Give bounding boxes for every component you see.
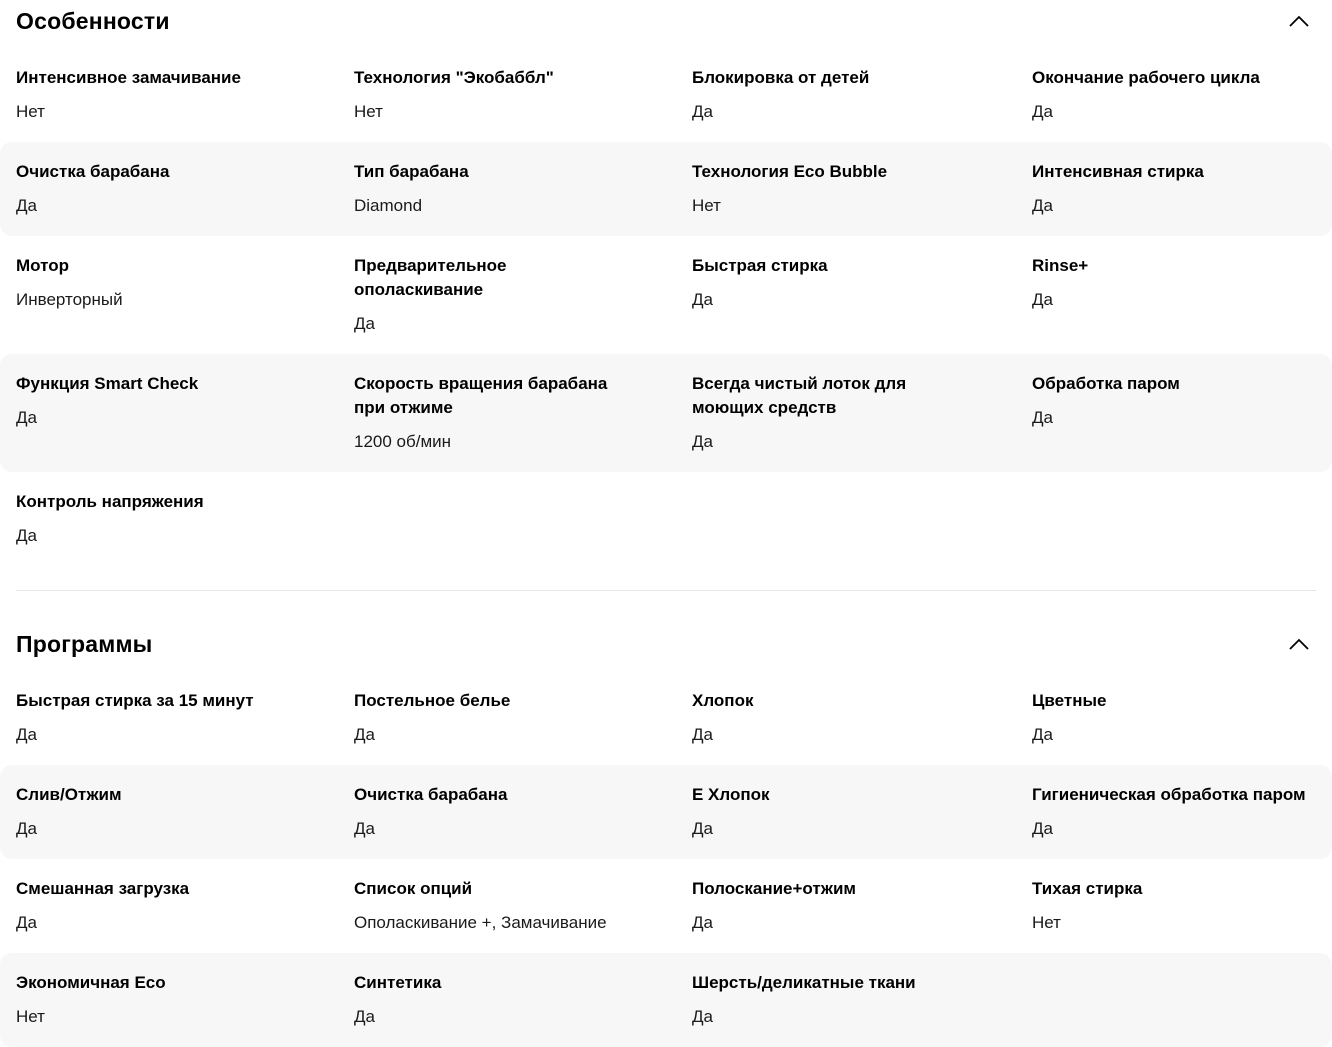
collapse-section-button[interactable] [1286, 13, 1312, 30]
spec-value: Да [692, 1007, 713, 1026]
spec-value: 1200 об/мин [354, 432, 452, 451]
spec-label: Смешанная загрузка [16, 879, 190, 898]
spec-value: Да [354, 725, 375, 744]
spec-label: Технология "Экобаббл" [354, 68, 554, 87]
spec-value: Да [692, 102, 713, 121]
section-features-header [0, 0, 1332, 36]
spec-cell [16, 689, 354, 747]
collapse-section-button[interactable] [1286, 636, 1312, 653]
spec-row [0, 953, 1332, 1047]
spec-value: Нет [1032, 913, 1061, 932]
spec-label: Цветные [1032, 691, 1107, 710]
spec-row [0, 354, 1332, 472]
spec-label: Блокировка от детей [692, 68, 870, 87]
spec-value: Нет [692, 196, 721, 215]
spec-cell [16, 971, 354, 1029]
spec-cell [692, 689, 1032, 747]
spec-cell [1032, 254, 1316, 336]
spec-value: Да [354, 1007, 375, 1026]
spec-row [0, 142, 1332, 236]
spec-cell [692, 783, 1032, 841]
spec-cell [16, 490, 354, 548]
spec-value: Да [692, 819, 713, 838]
spec-value: Да [16, 408, 37, 427]
spec-value: Да [1032, 725, 1053, 744]
spec-value: Да [16, 913, 37, 932]
spec-label: Скорость вращения барабана при отжиме [354, 374, 608, 417]
spec-value: Да [16, 819, 37, 838]
spec-cell [354, 372, 692, 454]
spec-label: Экономичная Eco [16, 973, 166, 992]
spec-value: Да [1032, 196, 1053, 215]
spec-label: Полоскание+отжим [692, 879, 857, 898]
spec-cell [692, 66, 1032, 124]
spec-label: Быстрая стирка за 15 минут [16, 691, 254, 710]
spec-label: Rinse+ [1032, 256, 1089, 275]
spec-label: Синтетика [354, 973, 442, 992]
spec-cell [16, 254, 354, 336]
spec-value: Diamond [354, 196, 423, 215]
spec-label: Е Хлопок [692, 785, 770, 804]
spec-row [0, 472, 1332, 566]
spec-label: Постельное белье [354, 691, 511, 710]
spec-cell [692, 877, 1032, 935]
spec-label: Окончание рабочего цикла [1032, 68, 1260, 87]
spec-label: Очистка барабана [354, 785, 508, 804]
section-title: Особенности [16, 8, 170, 34]
spec-value: Да [1032, 408, 1053, 427]
section-divider [16, 590, 1316, 591]
spec-value: Нет [354, 102, 383, 121]
spec-label: Очистка барабана [16, 162, 170, 181]
spec-cell [692, 971, 1032, 1029]
spec-value: Инверторный [16, 290, 123, 309]
spec-label: Технология Eco Bubble [692, 162, 888, 181]
spec-value: Да [16, 196, 37, 215]
spec-cell [354, 66, 692, 124]
section-title: Программы [16, 631, 153, 657]
spec-label: Гигиеническая обработка паром [1032, 785, 1306, 804]
spec-label: Функция Smart Check [16, 374, 199, 393]
spec-cell [354, 160, 692, 218]
chevron-up-icon [1288, 15, 1310, 28]
spec-cell [16, 877, 354, 935]
spec-value: Да [16, 526, 37, 545]
spec-value: Ополаскивание +, Замачивание [354, 913, 607, 932]
spec-cell [1032, 160, 1316, 218]
spec-cell [1032, 877, 1316, 935]
spec-value: Нет [16, 102, 45, 121]
section-programs-header [0, 623, 1332, 659]
spec-cell [692, 372, 1032, 454]
spec-label: Интенсивное замачивание [16, 68, 241, 87]
spec-label: Шерсть/деликатные ткани [692, 973, 916, 992]
spec-value: Да [1032, 102, 1053, 121]
spec-value: Да [354, 314, 375, 333]
spec-cell-empty [1032, 971, 1316, 1029]
spec-label: Мотор [16, 256, 69, 275]
spec-cell [354, 877, 692, 935]
spec-cell [16, 160, 354, 218]
spec-rows [0, 671, 1332, 1047]
spec-cell [16, 66, 354, 124]
spec-value: Да [354, 819, 375, 838]
spec-label: Быстрая стирка [692, 256, 828, 275]
spec-value: Да [1032, 290, 1053, 309]
spec-label: Контроль напряжения [16, 492, 204, 511]
spec-cell [354, 783, 692, 841]
spec-label: Предварительное ополаскивание [354, 256, 507, 299]
spec-rows [0, 48, 1332, 566]
spec-label: Тип барабана [354, 162, 469, 181]
spec-label: Тихая стирка [1032, 879, 1143, 898]
spec-cell [354, 971, 692, 1029]
spec-label: Список опций [354, 879, 473, 898]
spec-cell [1032, 66, 1316, 124]
spec-cell [16, 372, 354, 454]
spec-label: Хлопок [692, 691, 754, 710]
spec-cell [354, 689, 692, 747]
spec-label: Интенсивная стирка [1032, 162, 1204, 181]
spec-value: Да [692, 913, 713, 932]
spec-cell-empty [1032, 490, 1316, 548]
spec-value: Да [1032, 819, 1053, 838]
spec-value: Да [692, 290, 713, 309]
section-programs [0, 623, 1332, 1047]
spec-row [0, 671, 1332, 765]
spec-value: Да [692, 432, 713, 451]
spec-label: Слив/Отжим [16, 785, 122, 804]
spec-cell [1032, 689, 1316, 747]
spec-cell-empty [692, 490, 1032, 548]
spec-row [0, 48, 1332, 142]
spec-label: Обработка паром [1032, 374, 1180, 393]
spec-row [0, 236, 1332, 354]
spec-cell [354, 254, 692, 336]
spec-cell [692, 254, 1032, 336]
spec-cell [1032, 783, 1316, 841]
spec-cell [692, 160, 1032, 218]
spec-row [0, 765, 1332, 859]
spec-cell-empty [354, 490, 692, 548]
spec-label: Всегда чистый лоток для моющих средств [692, 374, 907, 417]
spec-row [0, 859, 1332, 953]
chevron-up-icon [1288, 638, 1310, 651]
spec-value: Да [692, 725, 713, 744]
spec-value: Да [16, 725, 37, 744]
spec-cell [16, 783, 354, 841]
spec-cell [1032, 372, 1316, 454]
spec-value: Нет [16, 1007, 45, 1026]
